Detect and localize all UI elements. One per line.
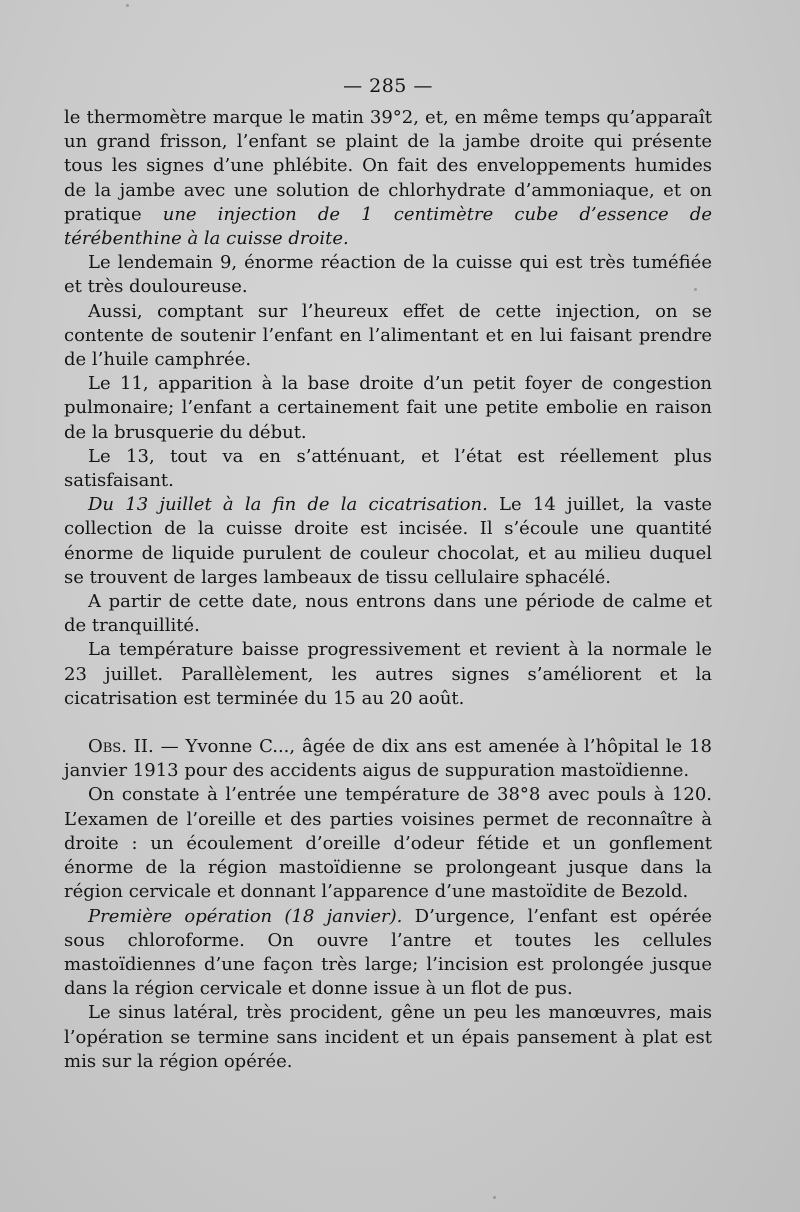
paragraph-text: Le 14 juillet, la vaste collection de la cuisse droite est incisée. Il s’écoule une quantité énorme de liquide purulent de couleur chocolat, et au milieu duquel se trouvent de larges lambeaux de tissu cellulaire sphacélé. [64, 494, 713, 588]
paragraph-next-day: Le lendemain 9, énorme réaction de la cuisse qui est très tuméfiée et très douloureuse. [64, 252, 712, 298]
paragraph-sinus: Le sinus latéral, très procident, gêne un peu les manœuvres, mais l’opération se termine sans incident et un épais pansement à plat est mis sur la région opérée. [64, 1002, 712, 1072]
paragraph-congestion: Le 11, apparition à la base droite d’un petit foyer de congestion pulmonaire; l’enfant a certainement fait une petite embolie en raison de la brusquerie du début. [64, 373, 712, 443]
paragraph-first-operation [64, 905, 712, 1002]
italic-heading: Du 13 juillet à la fin de la cicatrisation. [88, 494, 488, 516]
italic-text: une injection de 1 centimètre cube d’essence de térébenthine à la cuisse droite. [64, 203, 712, 250]
paper-speck [694, 288, 697, 291]
paragraph-text: II. — Yvonne C..., âgée de dix ans est amenée à l’hôpital le 18 janvier 1913 pour des accidents aigus de suppuration mastoïdienne. [64, 736, 712, 782]
book-page [64, 72, 712, 1074]
paragraph-calm-period: A partir de cette date, nous entrons dans une période de calme et de tranquillité. [64, 591, 712, 637]
small-caps-label: Obs. [88, 736, 127, 758]
paragraph-admission: On constate à l’entrée une température de 38°8 avec pouls à 120. L’examen de l’oreille et des parties voisines permet de reconnaître à droite : un écoulement d’oreille d’odeur fétide et un gonflement énorme de la région mastoïdienne se prolongeant jusque dans la région cervicale et donnant l’apparence d’une mastoïdite de Bezold. [64, 784, 712, 903]
paper-speck [126, 4, 129, 7]
paragraph-observation-2 [64, 735, 712, 783]
italic-heading: Première opération (18 janvier). [88, 905, 403, 927]
paragraph-text: le thermomètre marque le matin 39°2, et, en même temps qu’apparaît un grand frisson, l’enfant se plaint de la jambe droite qui présente tous les signes d’une phlébite. On fait des enveloppements humides de la jambe avec une solution de chlorhydrate d’ammoniaque, et on pratique [64, 107, 712, 225]
paper-speck [493, 1196, 496, 1199]
page-number: — 285 — [343, 75, 433, 97]
section-gap [64, 711, 712, 735]
paragraph-incision [64, 493, 712, 590]
paragraph-text: D’urgence, l’enfant est opérée sous chloroforme. On ouvre l’antre et toutes les cellules mastoïdiennes d’une façon très large; l’incision est prolongée jusque dans la région cervicale et donne issue à un flot de pus. [64, 905, 712, 1000]
paragraph-temperature: La température baisse progressivement et revient à la normale le 23 juillet. Parallèlement, les autres signes s’améliorent et la cicatrisation est terminée du 15 au 20 août. [64, 639, 712, 709]
paragraph-injection-effect: Aussi, comptant sur l’heureux effet de cette injection, on se contente de soutenir l’enfant en l’alimentant et en lui faisant prendre de l’huile camphrée. [64, 300, 712, 371]
paragraph-improvement: Le 13, tout va en s’atténuant, et l’état est réellement plus satisfaisant. [64, 445, 712, 492]
paragraph-phlebitis [64, 106, 712, 251]
